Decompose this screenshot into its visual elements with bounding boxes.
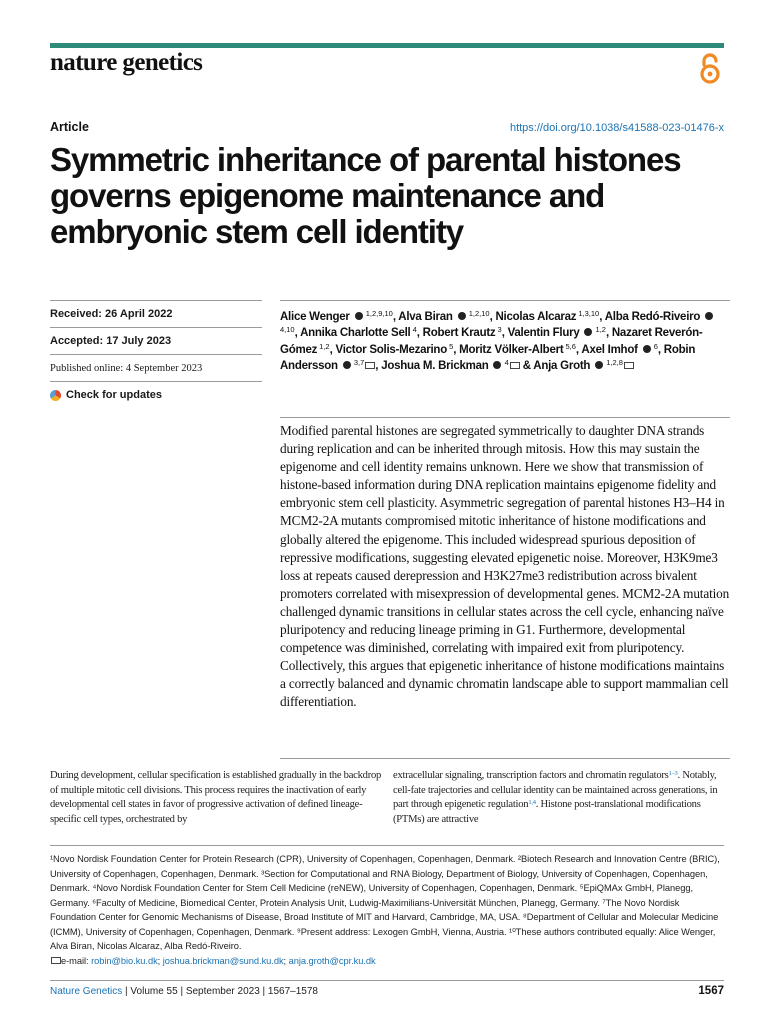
author-separator: , xyxy=(453,343,460,356)
article-type-label: Article xyxy=(50,120,89,134)
published-date: Published online: 4 September 2023 xyxy=(50,354,262,381)
journal-accent-bar xyxy=(50,43,724,48)
author-separator: , xyxy=(657,343,664,356)
author-affiliation-ref: 5,6 xyxy=(563,341,576,351)
author-affiliation-ref: 1,3,10 xyxy=(576,309,600,318)
author-entry xyxy=(398,311,495,323)
author-separator: , xyxy=(294,327,301,340)
author-name[interactable]: Axel Imhof xyxy=(581,343,638,356)
author-entry xyxy=(533,357,634,372)
orcid-icon[interactable] xyxy=(595,361,603,369)
author-separator: , xyxy=(575,343,582,356)
received-date: Received: 26 April 2022 xyxy=(50,300,262,327)
abstract: Modified parental histones are segregated symmetrically to daughter DNA strands during replication and can be inherited through mitosis. How this may sustain the epigenome and cell identity remains unknown. Here we show that transmission of histone-based information during DNA replication maintains epigenome fidelity and embryonic stem cell plasticity. Asymmetric segregation of parental histones H3–H4 in MCM2-2A mutants compromised mitotic inheritance of histone modifications and globally altered the epigenome. This included widespread spurious deposition of repressive modifications, suggesting elevated epigenetic noise. Moreover, H3K9me3 loss at repeats caused derepression and H3K27me3 redistribution across bivalent promoters correlated with misexpression of developmental genes. MCM2-2A mutation challenged dynamic transitions in cellular states across the cell cycle, enhancing naïve pluripotency and reducing lineage priming in G1. Furthermore, developmental competence was diminished, correlating with impaired exit from pluripotency. Collectively, this argues that epigenetic inheritance of histone modifications maintains a correctly balanced and dynamic chromatin landscape able to support mammalian cell differentiation. xyxy=(280,417,730,712)
orcid-icon[interactable] xyxy=(343,361,351,369)
orcid-icon[interactable] xyxy=(643,345,651,353)
author-name[interactable]: Nicolas Alcaraz xyxy=(495,311,577,323)
author-entry xyxy=(300,327,423,339)
orcid-icon[interactable] xyxy=(493,361,501,369)
author-separator: , xyxy=(416,327,423,340)
author-entry xyxy=(459,341,582,356)
author-entry xyxy=(581,341,664,356)
footer-journal[interactable]: Nature Genetics xyxy=(50,986,123,997)
author-affiliation-ref: 4 xyxy=(502,357,509,367)
crossmark-icon xyxy=(50,390,61,401)
author-separator: , xyxy=(375,359,382,372)
body-text: . Notably, cell-fate trajectories and cellular identity can be maintained across generations, in part through epigenetic regulation xyxy=(393,770,718,811)
author-name[interactable]: Alba Redó-Riveiro xyxy=(604,311,701,323)
author-separator: & xyxy=(519,359,534,372)
author-separator: , xyxy=(489,311,496,323)
author-affiliation-ref: 1,2,8 xyxy=(604,357,623,367)
open-access-icon[interactable] xyxy=(696,52,724,86)
accepted-date: Accepted: 17 July 2023 xyxy=(50,327,262,354)
email-link[interactable]: anja.groth@cpr.ku.dk xyxy=(288,955,376,966)
author-separator: , xyxy=(501,327,508,340)
author-entry xyxy=(423,327,508,339)
author-entry xyxy=(335,341,460,356)
author-name[interactable]: Moritz Völker-Albert xyxy=(459,343,564,356)
author-name[interactable]: Victor Solis-Mezarino xyxy=(335,343,447,356)
orcid-icon[interactable] xyxy=(584,328,592,336)
body-column-right xyxy=(393,769,725,828)
author-affiliation-ref: 1,2,10 xyxy=(466,309,490,318)
author-entry xyxy=(495,311,604,323)
author-name[interactable]: Anja Groth xyxy=(533,359,591,372)
author-affiliation-ref: 3,7 xyxy=(351,357,365,367)
footer-divider xyxy=(50,980,724,981)
author-list xyxy=(280,300,730,374)
correspondence-emails xyxy=(50,954,724,969)
email-separator: ; xyxy=(157,955,163,966)
author-affiliation-ref: 3 xyxy=(495,325,502,335)
article-title: Symmetric inheritance of parental histones governs epigenome maintenance and embryonic stem cell identity xyxy=(50,141,681,250)
article-dates xyxy=(50,300,262,408)
body-text: extracellular signaling, transcription factors and chromatin regulators xyxy=(393,770,669,781)
doi-link[interactable]: https://doi.org/10.1038/s41588-023-01476-x xyxy=(509,122,724,134)
body-column-left: During development, cellular specification is established gradually in the backdrop of multiple mitotic cell divisions. This process requires the inactivation of early developmental cell states in favor of progressive activation of defined lineage-specific cell types, orchestrated by xyxy=(50,770,382,826)
author-affiliation-ref: 1,2,9,10 xyxy=(363,309,393,318)
author-name[interactable]: Joshua M. Brickman xyxy=(381,359,489,372)
author-separator: , xyxy=(599,311,605,323)
orcid-icon[interactable] xyxy=(355,312,363,320)
email-link[interactable]: robin@bio.ku.dk xyxy=(91,955,158,966)
author-name[interactable]: Nazaret Reverón-Gómez xyxy=(280,327,703,356)
author-name[interactable]: Robin Andersson xyxy=(280,343,696,372)
author-name[interactable]: Alice Wenger xyxy=(280,311,350,323)
author-affiliation-ref: 5 xyxy=(446,341,454,351)
affiliations xyxy=(50,852,724,968)
author-entry xyxy=(508,327,612,339)
envelope-icon[interactable] xyxy=(365,362,375,369)
author-name[interactable]: Annika Charlotte Sell xyxy=(300,327,411,340)
email-separator: ; xyxy=(283,955,289,966)
page-number: 1567 xyxy=(698,985,724,997)
envelope-icon[interactable] xyxy=(510,362,520,369)
abstract-divider xyxy=(280,758,730,759)
affiliations-divider xyxy=(50,845,724,846)
orcid-icon[interactable] xyxy=(458,312,466,320)
email-label: e-mail: xyxy=(61,955,92,966)
author-entry xyxy=(280,311,398,323)
reference-link[interactable]: 1–3 xyxy=(668,770,678,777)
envelope-icon xyxy=(51,957,61,964)
affiliations-text: ¹Novo Nordisk Foundation Center for Protein Research (CPR), University of Copenhagen, Copenhagen, Denmark. ²Biotech Research and Innovation Centre (BRIC), University of Copenhagen, Copenhagen, Denmark. ³Section for Computational and RNA Biology, Department of Biology, University of Copenhagen, Copenhagen, Denmark. ⁴Novo Nordisk Foundation Center for Stem Cell Medicine (reNEW), University of Copenhagen, Copenhagen, Denmark. ⁵EpiQMAx GmbH, Planegg, Germany. ⁶Faculty of Medicine, Biomedical Center, Protein Analysis Unit, Ludwig-Maximilians-Universität München, Planegg, Germany. ⁷The Novo Nordisk Foundation Center for Genomic Mechanisms of Disease, Broad Institute of MIT and Harvard, Cambridge, MA, USA. ⁸Department of Cellular and Molecular Medicine (ICMM), University of Copenhagen, Copenhagen, Denmark. ⁹Present address: Lexogen GmbH, Vienna, Austria. ¹⁰These authors contributed equally: Alice Wenger, Alva Biran, Nicolas Alcaraz, Alba Redó-Riveiro. xyxy=(50,854,720,951)
footer-citation xyxy=(50,986,318,997)
check-for-updates-label: Check for updates xyxy=(66,389,162,401)
author-affiliation-ref: 6 xyxy=(651,341,658,351)
envelope-icon[interactable] xyxy=(624,362,634,369)
body-text: . Histone post-translational modifications (PTMs) are attractive xyxy=(393,799,701,826)
author-name[interactable]: Valentin Flury xyxy=(507,327,580,340)
author-separator: , xyxy=(605,327,612,340)
author-name[interactable]: Robert Krautz xyxy=(422,327,496,340)
author-affiliation-ref: 4,10 xyxy=(280,325,295,335)
orcid-icon[interactable] xyxy=(705,312,713,320)
author-affiliation-ref: 1,2 xyxy=(317,341,330,351)
author-separator: , xyxy=(329,343,336,356)
author-affiliation-ref: 4 xyxy=(410,325,417,335)
email-link[interactable]: joshua.brickman@sund.ku.dk xyxy=(162,955,284,966)
author-affiliation-ref: 1,2 xyxy=(593,325,606,335)
author-separator: , xyxy=(392,311,399,323)
check-for-updates-button[interactable] xyxy=(50,381,262,408)
author-entry xyxy=(381,357,534,372)
reference-link[interactable]: 1,4 xyxy=(528,799,536,807)
footer-issue: | Volume 55 | September 2023 | 1567–1578 xyxy=(122,986,318,997)
author-name[interactable]: Alva Biran xyxy=(398,311,453,323)
journal-name: nature genetics xyxy=(50,49,203,76)
